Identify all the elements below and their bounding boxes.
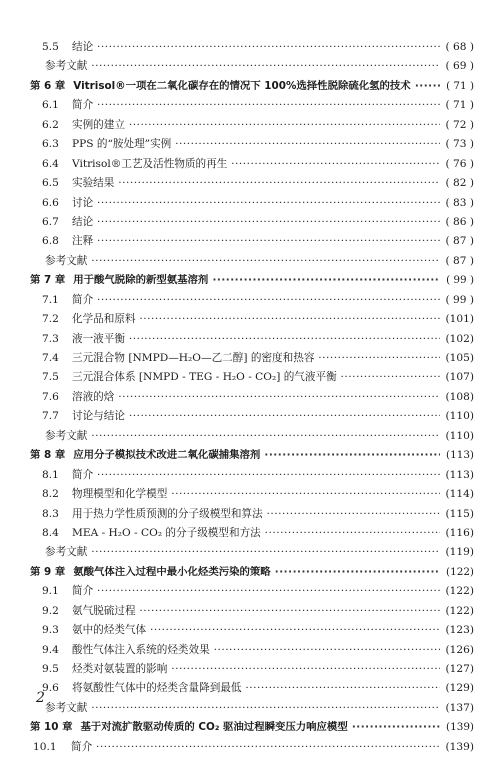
page-number: 2 — [36, 690, 45, 706]
toc-entry-text — [30, 446, 440, 465]
toc-entry-text — [42, 582, 440, 601]
toc-entry-title: 简介 — [72, 585, 94, 598]
toc-entry-number: 9.5 — [42, 663, 59, 675]
toc-entry-text — [42, 135, 440, 154]
toc-entry-title: 化学品和原料 — [72, 313, 136, 326]
toc-entry-text — [30, 271, 440, 290]
toc-entry-title: 讨论 — [72, 196, 94, 209]
toc-entry-text — [45, 252, 440, 271]
toc-entry-text — [42, 602, 440, 621]
toc-entry-title: 参考文献 — [45, 546, 88, 559]
toc-chapter-row[interactable] — [0, 446, 500, 465]
toc-entry-text — [42, 194, 440, 213]
toc-entry-number: 第 8 章 — [30, 449, 66, 462]
toc-entry-text — [42, 213, 440, 232]
toc-section-row[interactable] — [0, 485, 500, 504]
toc-entry-number: 8.3 — [42, 507, 59, 520]
toc-entry-text — [42, 524, 440, 543]
toc-entry-title: 结论 — [72, 41, 94, 53]
toc-section-row[interactable] — [0, 330, 500, 349]
toc-references-row[interactable] — [0, 57, 500, 76]
toc-entry-text — [42, 96, 440, 115]
toc-entry-text — [42, 368, 440, 387]
toc-entry-number: 第 7 章 — [30, 274, 66, 287]
toc-entry-number: 7.6 — [42, 390, 59, 403]
toc-entry-page: (107) — [444, 368, 475, 387]
toc-section-row[interactable] — [0, 660, 500, 679]
toc-entry-title: 注释 — [72, 235, 94, 248]
toc-entry-text — [42, 330, 440, 349]
toc-entry-text — [42, 349, 440, 368]
toc-entry-title: 三元混合体系 [NMPD - TEG - H₂O - CO₂] 的气液平衡 — [72, 371, 337, 384]
toc-entry-number: 10.1 — [33, 740, 57, 753]
toc-entry-number: 第 9 章 — [30, 565, 66, 578]
toc-entry-number: 7.5 — [42, 371, 59, 384]
toc-entry-title: 用于酸气脱除的新型氨基溶剂 — [73, 274, 209, 287]
toc-entry-page: ( 68 ) — [444, 38, 474, 57]
toc-entry-text — [42, 679, 440, 698]
toc-section-row[interactable] — [0, 213, 500, 232]
toc-entry-page: (102) — [444, 330, 475, 349]
toc-entry-page: (122) — [444, 563, 474, 582]
toc-entry-title: Vitrisol®工艺及活性物质的再生 — [72, 157, 228, 170]
toc-entry-number: 9.2 — [42, 604, 59, 617]
toc-section-row[interactable] — [0, 388, 500, 407]
toc-entry-title: 实例的建立 — [72, 118, 125, 131]
toc-entry-title: 实验结果 — [72, 177, 115, 190]
toc-entry-title: 液一液平衡 — [72, 332, 125, 345]
toc-entry-page: ( 69 ) — [444, 57, 474, 76]
toc-entry-number: 6.3 — [42, 138, 59, 151]
toc-section-row[interactable] — [0, 349, 500, 368]
toc-section-row[interactable] — [0, 582, 500, 601]
toc-section-row[interactable] — [0, 135, 500, 154]
toc-entry-page: (139) — [444, 738, 475, 757]
toc-entry-number: 第 10 章 — [30, 721, 73, 734]
toc-entry-text — [30, 77, 440, 96]
toc-entry-text — [45, 543, 440, 562]
toc-entry-page: (113) — [444, 466, 475, 485]
toc-entry-text — [42, 291, 440, 310]
toc-section-row[interactable] — [0, 641, 500, 660]
toc-section-row[interactable] — [0, 291, 500, 310]
toc-section-row[interactable] — [0, 738, 500, 757]
toc-entry-title: MEA - H₂O - CO₂ 的分子级模型和方法 — [72, 526, 261, 539]
toc-entry-text — [45, 427, 440, 446]
toc-entry-number: 9.6 — [42, 682, 59, 695]
toc-section-row[interactable] — [0, 38, 500, 57]
toc-entry-page: (139) — [444, 718, 474, 737]
toc-entry-text — [42, 505, 440, 524]
toc-entry-number: 6.4 — [42, 157, 59, 170]
toc-entry-number: 7.2 — [42, 313, 59, 326]
toc-section-row[interactable] — [0, 407, 500, 426]
toc-entry-text — [45, 57, 440, 76]
toc-section-row[interactable] — [0, 96, 500, 115]
toc-entry-title: 简介 — [72, 468, 94, 481]
toc-entry-page: (119) — [444, 543, 475, 562]
toc-entry-page: (113) — [444, 446, 474, 465]
toc-chapter-row[interactable] — [0, 563, 500, 582]
toc-entry-number: 6.6 — [42, 196, 59, 209]
toc-entry-page: ( 83 ) — [444, 194, 474, 213]
toc-entry-page: (110) — [444, 427, 475, 446]
toc-entry-number: 7.1 — [42, 293, 59, 306]
toc-entry-number: 5.5 — [42, 41, 59, 53]
toc-entry-number: 7.3 — [42, 332, 59, 345]
toc-section-row[interactable] — [0, 155, 500, 174]
toc-entry-title: 氨中的烃类气体 — [72, 624, 147, 637]
toc-section-row[interactable] — [0, 194, 500, 213]
toc-entry-page: ( 99 ) — [444, 291, 474, 310]
toc-entry-title: 氨酸气体注入过程中最小化烃类污染的策略 — [73, 565, 271, 578]
toc-entry-page: (110) — [444, 407, 475, 426]
toc-entry-text — [30, 563, 440, 582]
toc-entry-title: 简介 — [71, 740, 93, 753]
toc-entry-page: ( 71 ) — [444, 77, 474, 96]
toc-entry-title: 参考文献 — [45, 429, 88, 442]
toc-entry-text — [42, 310, 440, 329]
toc-entry-text — [42, 116, 440, 135]
toc-entry-text — [42, 155, 440, 174]
toc-entry-number: 9.1 — [42, 585, 59, 598]
toc-entry-number: 6.8 — [42, 235, 59, 248]
toc-section-row[interactable] — [0, 174, 500, 193]
toc-entry-page: ( 87 ) — [444, 252, 474, 271]
toc-section-row[interactable] — [0, 310, 500, 329]
toc-entry-page: (105) — [444, 349, 475, 368]
toc-entry-text — [42, 407, 440, 426]
toc-references-row[interactable] — [0, 699, 500, 718]
toc-entry-text — [42, 485, 440, 504]
toc-entry-title: 应用分子模拟技术改进二氧化碳捕集溶剂 — [73, 449, 261, 462]
toc-entry-text — [42, 660, 440, 679]
toc-entry-text — [42, 641, 440, 660]
toc-entry-page: ( 99 ) — [444, 271, 474, 290]
toc-entry-title: 简介 — [72, 99, 94, 112]
toc-entry-page: ( 82 ) — [444, 174, 474, 193]
toc-entry-title: 参考文献 — [45, 701, 88, 714]
toc-entry-page: (137) — [444, 699, 475, 718]
toc-section-row[interactable] — [0, 621, 500, 640]
toc-entry-page: ( 76 ) — [444, 155, 474, 174]
toc-entry-number: 7.7 — [42, 410, 59, 423]
toc-entry-page: ( 71 ) — [444, 96, 474, 115]
toc-entry-page: (123) — [444, 621, 475, 640]
toc-entry-page: (122) — [444, 602, 475, 621]
toc-entry-page: (115) — [444, 505, 475, 524]
toc-entry-number: 8.1 — [42, 468, 59, 481]
toc-references-row[interactable] — [0, 543, 500, 562]
toc-entry-text — [42, 232, 440, 251]
toc-entry-title: 三元混合物 [NMPD—H₂O—乙二醇] 的密度和热容 — [72, 352, 315, 364]
toc-entry-number: 9.4 — [42, 643, 59, 656]
toc-entry-page: ( 73 ) — [444, 135, 474, 154]
toc-entry-title: 烃类对氨装置的影响 — [72, 663, 168, 675]
toc-chapter-row[interactable] — [0, 271, 500, 290]
toc-entry-title: 物理模型和化学模型 — [72, 488, 168, 501]
toc-section-row[interactable] — [0, 524, 500, 543]
toc-entry-title: 参考文献 — [45, 254, 88, 267]
toc-entry-page: (129) — [444, 679, 475, 698]
toc-entry-page: (114) — [444, 485, 475, 504]
toc-entry-page: (108) — [444, 388, 475, 407]
toc-entry-title: 参考文献 — [45, 60, 88, 73]
toc-entry-number: 第 6 章 — [30, 79, 66, 92]
toc-entry-text — [42, 388, 440, 407]
toc-entry-number: 6.1 — [42, 99, 59, 112]
toc-entry-title: 将氨酸性气体中的烃类含量降到最低 — [72, 682, 242, 695]
toc-entry-page: (126) — [444, 641, 475, 660]
toc-entry-title: 基于对流扩散驱动传质的 CO₂ 驱油过程瞬变压力响应模型 — [80, 721, 348, 734]
toc-entry-page: ( 87 ) — [444, 232, 474, 251]
toc-entry-page: ( 72 ) — [444, 116, 474, 135]
toc-entry-number: 6.7 — [42, 215, 59, 228]
toc-entry-page: (101) — [444, 310, 475, 329]
toc-entry-text — [42, 38, 440, 57]
toc-entry-page: (127) — [444, 660, 475, 679]
toc-entry-title: 氨气脱硫过程 — [72, 604, 136, 617]
toc-entry-title: PPS 的“胺处理”实例 — [72, 138, 172, 151]
toc-section-row[interactable] — [0, 466, 500, 485]
toc-entry-number: 7.4 — [42, 352, 59, 364]
toc-entry-title: 讨论与结论 — [72, 410, 125, 423]
table-of-contents — [0, 38, 500, 757]
toc-section-row[interactable] — [0, 232, 500, 251]
toc-section-row[interactable] — [0, 116, 500, 135]
toc-entry-text — [42, 174, 440, 193]
toc-entry-number: 9.3 — [42, 624, 59, 637]
toc-entry-title: Vitrisol®一项在二氧化碳存在的情况下 100%选择性脱除硫化氢的技术 — [73, 79, 411, 92]
toc-entry-number: 6.5 — [42, 177, 59, 190]
toc-entry-page: ( 86 ) — [444, 213, 474, 232]
toc-entry-page: (122) — [444, 582, 475, 601]
toc-section-row[interactable] — [0, 505, 500, 524]
toc-entry-text — [45, 699, 440, 718]
toc-entry-title: 简介 — [72, 293, 94, 306]
toc-entry-text — [42, 621, 440, 640]
toc-entry-title: 酸性气体注入系统的烃类效果 — [72, 643, 210, 656]
toc-entry-number: 8.4 — [42, 526, 59, 539]
toc-entry-title: 用于热力学性质预测的分子级模型和算法 — [72, 507, 263, 520]
toc-entry-text — [42, 466, 440, 485]
toc-chapter-row[interactable] — [0, 77, 500, 96]
toc-section-row[interactable] — [0, 368, 500, 387]
toc-entry-title: 溶液的焓 — [72, 390, 115, 403]
toc-references-row[interactable] — [0, 427, 500, 446]
toc-entry-number: 6.2 — [42, 118, 59, 131]
toc-section-row[interactable] — [0, 679, 500, 698]
toc-entry-number: 8.2 — [42, 488, 59, 501]
toc-entry-page: (116) — [444, 524, 475, 543]
toc-entry-title: 结论 — [72, 215, 94, 228]
toc-entry-text — [33, 738, 440, 757]
toc-section-row[interactable] — [0, 602, 500, 621]
toc-references-row[interactable] — [0, 252, 500, 271]
